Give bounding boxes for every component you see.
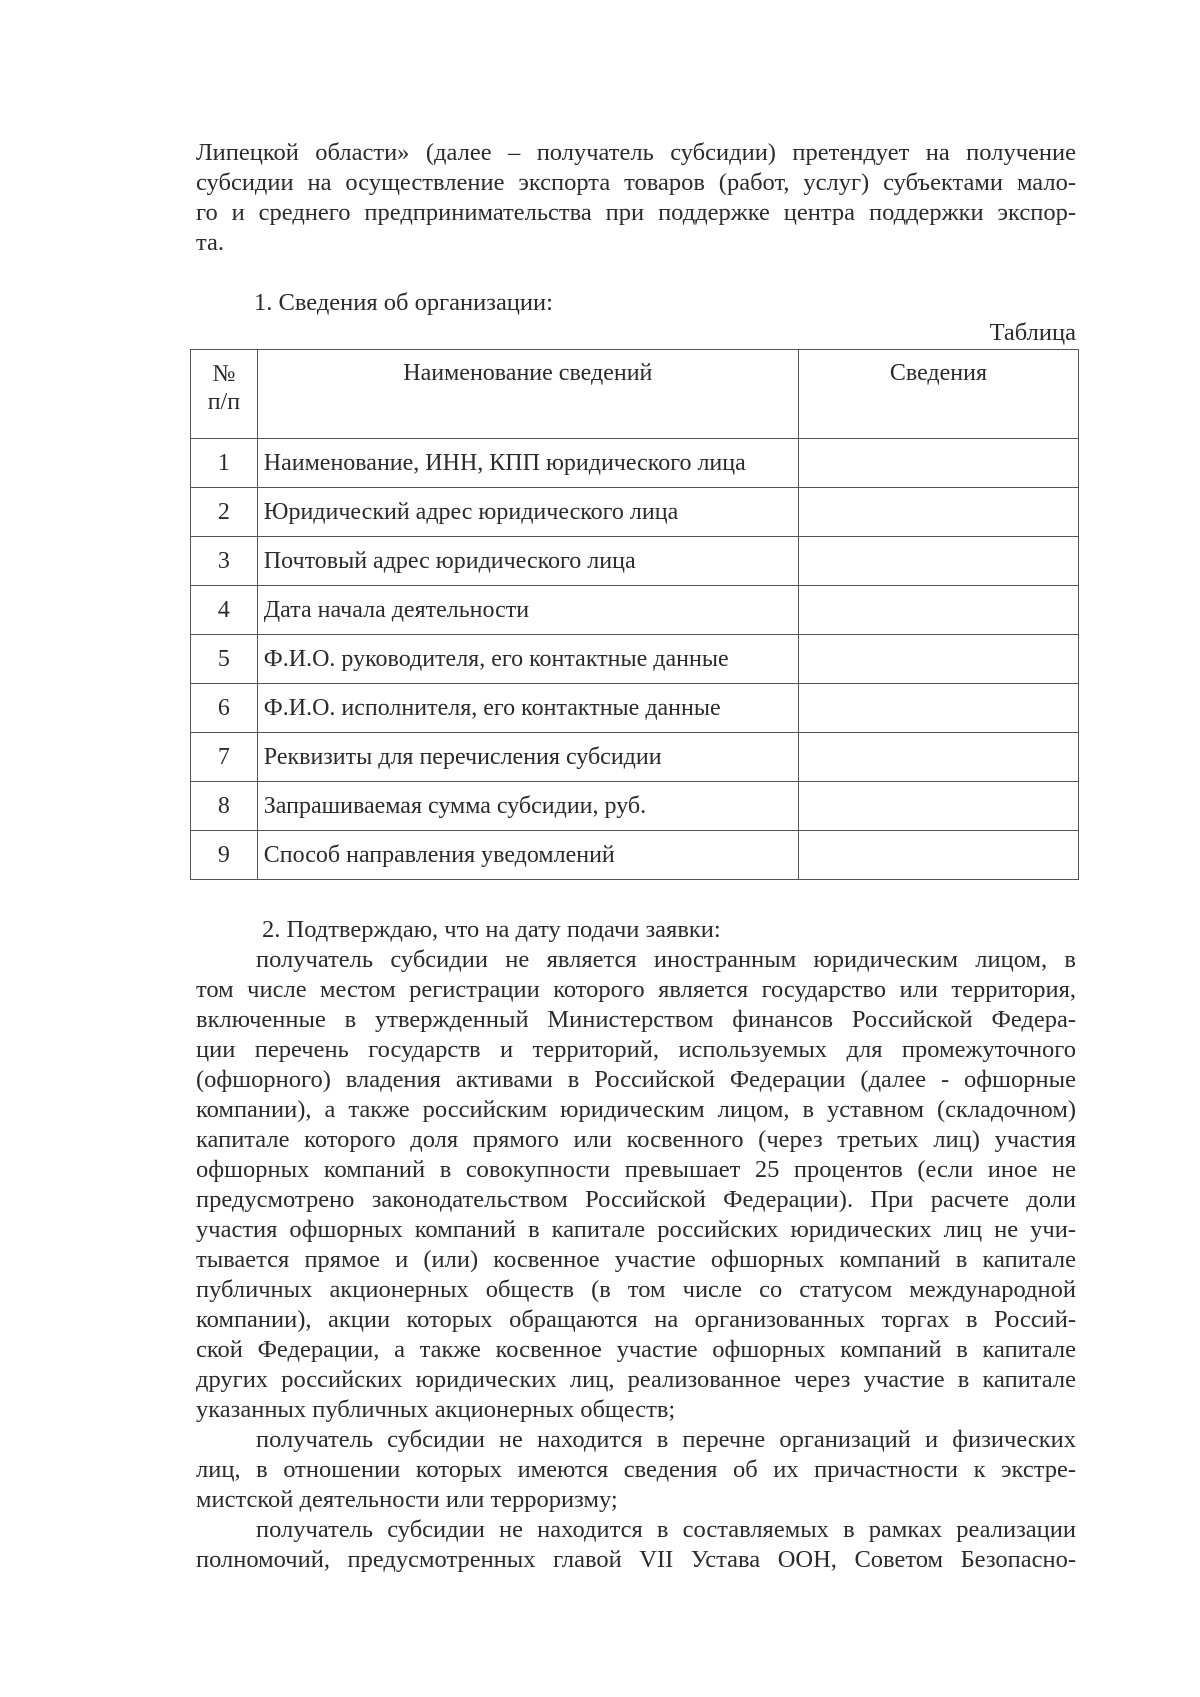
p1-line: участия офшорных компаний в капитале российских юридических лиц не учи- [196, 1216, 1076, 1243]
p1-line: том числе местом регистрации которого является государство или территория, [196, 976, 1076, 1003]
table-row [191, 684, 1079, 733]
p2-line: лиц, в отношении которых имеются сведения об их причастности к экстре- [196, 1456, 1076, 1483]
row-value[interactable] [798, 488, 1078, 537]
p1-line: включенные в утвержденный Министерством финансов Российской Федера- [196, 1006, 1076, 1033]
table-row [191, 782, 1079, 831]
row-name: Наименование, ИНН, КПП юридического лица [257, 439, 798, 488]
section2-heading-block [262, 915, 1142, 945]
p1-line: ции перечень государств и территорий, используемых для промежуточного [196, 1036, 1076, 1063]
row-value[interactable] [798, 782, 1078, 831]
row-value[interactable] [798, 537, 1078, 586]
row-number: 8 [191, 782, 258, 831]
row-value[interactable] [798, 439, 1078, 488]
row-name: Ф.И.О. исполнителя, его контактные данные [257, 684, 798, 733]
header-number-symbol: № [212, 361, 236, 387]
section1-title: 1. Сведения об организации: [254, 289, 553, 316]
row-number: 5 [191, 635, 258, 684]
p1-line: (офшорного) владения активами в Российской Федерации (далее - офшорные [196, 1066, 1076, 1093]
p1-line: офшорных компаний в совокупности превышает 25 процентов (если иное не [196, 1156, 1076, 1183]
table-header-row [191, 350, 1079, 439]
header-number [191, 350, 258, 439]
p1-line: других российских юридических лиц, реализованное через участие в капитале [196, 1366, 1076, 1393]
row-name: Почтовый адрес юридического лица [257, 537, 798, 586]
row-value[interactable] [798, 586, 1078, 635]
table-row [191, 586, 1079, 635]
p1-line: указанных публичных акционерных обществ; [196, 1396, 676, 1423]
p1-line: капитале которого доля прямого или косвенного (через третьих лиц) участия [196, 1126, 1076, 1153]
section2-title: 2. Подтверждаю, что на дату подачи заявки: [262, 916, 721, 943]
intro-line: Липецкой области» (далее – получатель субсидии) претендует на получение [196, 139, 1076, 166]
row-number: 4 [191, 586, 258, 635]
row-value[interactable] [798, 684, 1078, 733]
row-name: Реквизиты для перечисления субсидии [257, 733, 798, 782]
header-value: Сведения [798, 350, 1078, 439]
section2-p1-text [196, 945, 1076, 1425]
row-number: 9 [191, 831, 258, 880]
section1-heading-block [254, 288, 1134, 318]
p1-line: публичных акционерных обществ (в том числе со статусом международной [196, 1276, 1076, 1303]
row-number: 3 [191, 537, 258, 586]
p3-line: получатель субсидии не находится в составляемых в рамках реализации [256, 1516, 1076, 1543]
p1-line: компании), акции которых обращаются на организованных торгах в Россий- [196, 1306, 1076, 1333]
row-name: Ф.И.О. руководителя, его контактные данные [257, 635, 798, 684]
row-name: Дата начала деятельности [257, 586, 798, 635]
row-value[interactable] [798, 733, 1078, 782]
intro-text [196, 138, 1076, 258]
table-row [191, 635, 1079, 684]
p1-line: предусмотрено законодательством Российской Федерации). При расчете доли [196, 1186, 1076, 1213]
organization-info-table [190, 349, 1079, 880]
table-caption-block [196, 318, 1076, 348]
p1-line: компании), а также российским юридическим лицом, в уставном (складочном) [196, 1096, 1076, 1123]
intro-line: та. [196, 229, 225, 256]
table-caption: Таблица [989, 319, 1076, 346]
p1-line: получатель субсидии не является иностранным юридическим лицом, в [256, 946, 1076, 973]
header-number-pp: п/п [207, 389, 241, 415]
p1-line: ской Федерации, а также косвенное участие офшорных компаний в капитале [196, 1336, 1076, 1363]
row-name: Способ направления уведомлений [257, 831, 798, 880]
row-name: Запрашиваемая сумма субсидии, руб. [257, 782, 798, 831]
table-row [191, 537, 1079, 586]
table-row [191, 439, 1079, 488]
p1-line: тывается прямое и (или) косвенное участие офшорных компаний в капитале [196, 1246, 1076, 1273]
table-row [191, 733, 1079, 782]
p2-line: получатель субсидии не находится в перечне организаций и физических [256, 1426, 1076, 1453]
row-number: 2 [191, 488, 258, 537]
intro-paragraph [196, 138, 1076, 258]
section2-paragraph-1 [196, 945, 1076, 1575]
table-row [191, 831, 1079, 880]
row-number: 7 [191, 733, 258, 782]
intro-line: го и среднего предпринимательства при поддержке центра поддержки экспор- [196, 199, 1076, 226]
table-row [191, 488, 1079, 537]
row-value[interactable] [798, 831, 1078, 880]
row-value[interactable] [798, 635, 1078, 684]
intro-line: субсидии на осуществление экспорта товаров (работ, услуг) субъектами мало- [196, 169, 1076, 196]
p3-line: полномочий, предусмотренных главой VII Устава ООН, Советом Безопасно- [196, 1546, 1076, 1573]
header-name: Наименование сведений [257, 350, 798, 439]
section2-p2-text [196, 1425, 1076, 1515]
p2-line: мистской деятельности или терроризму; [196, 1486, 618, 1513]
row-number: 6 [191, 684, 258, 733]
row-name: Юридический адрес юридического лица [257, 488, 798, 537]
row-number: 1 [191, 439, 258, 488]
section2-p3-text [196, 1515, 1076, 1575]
